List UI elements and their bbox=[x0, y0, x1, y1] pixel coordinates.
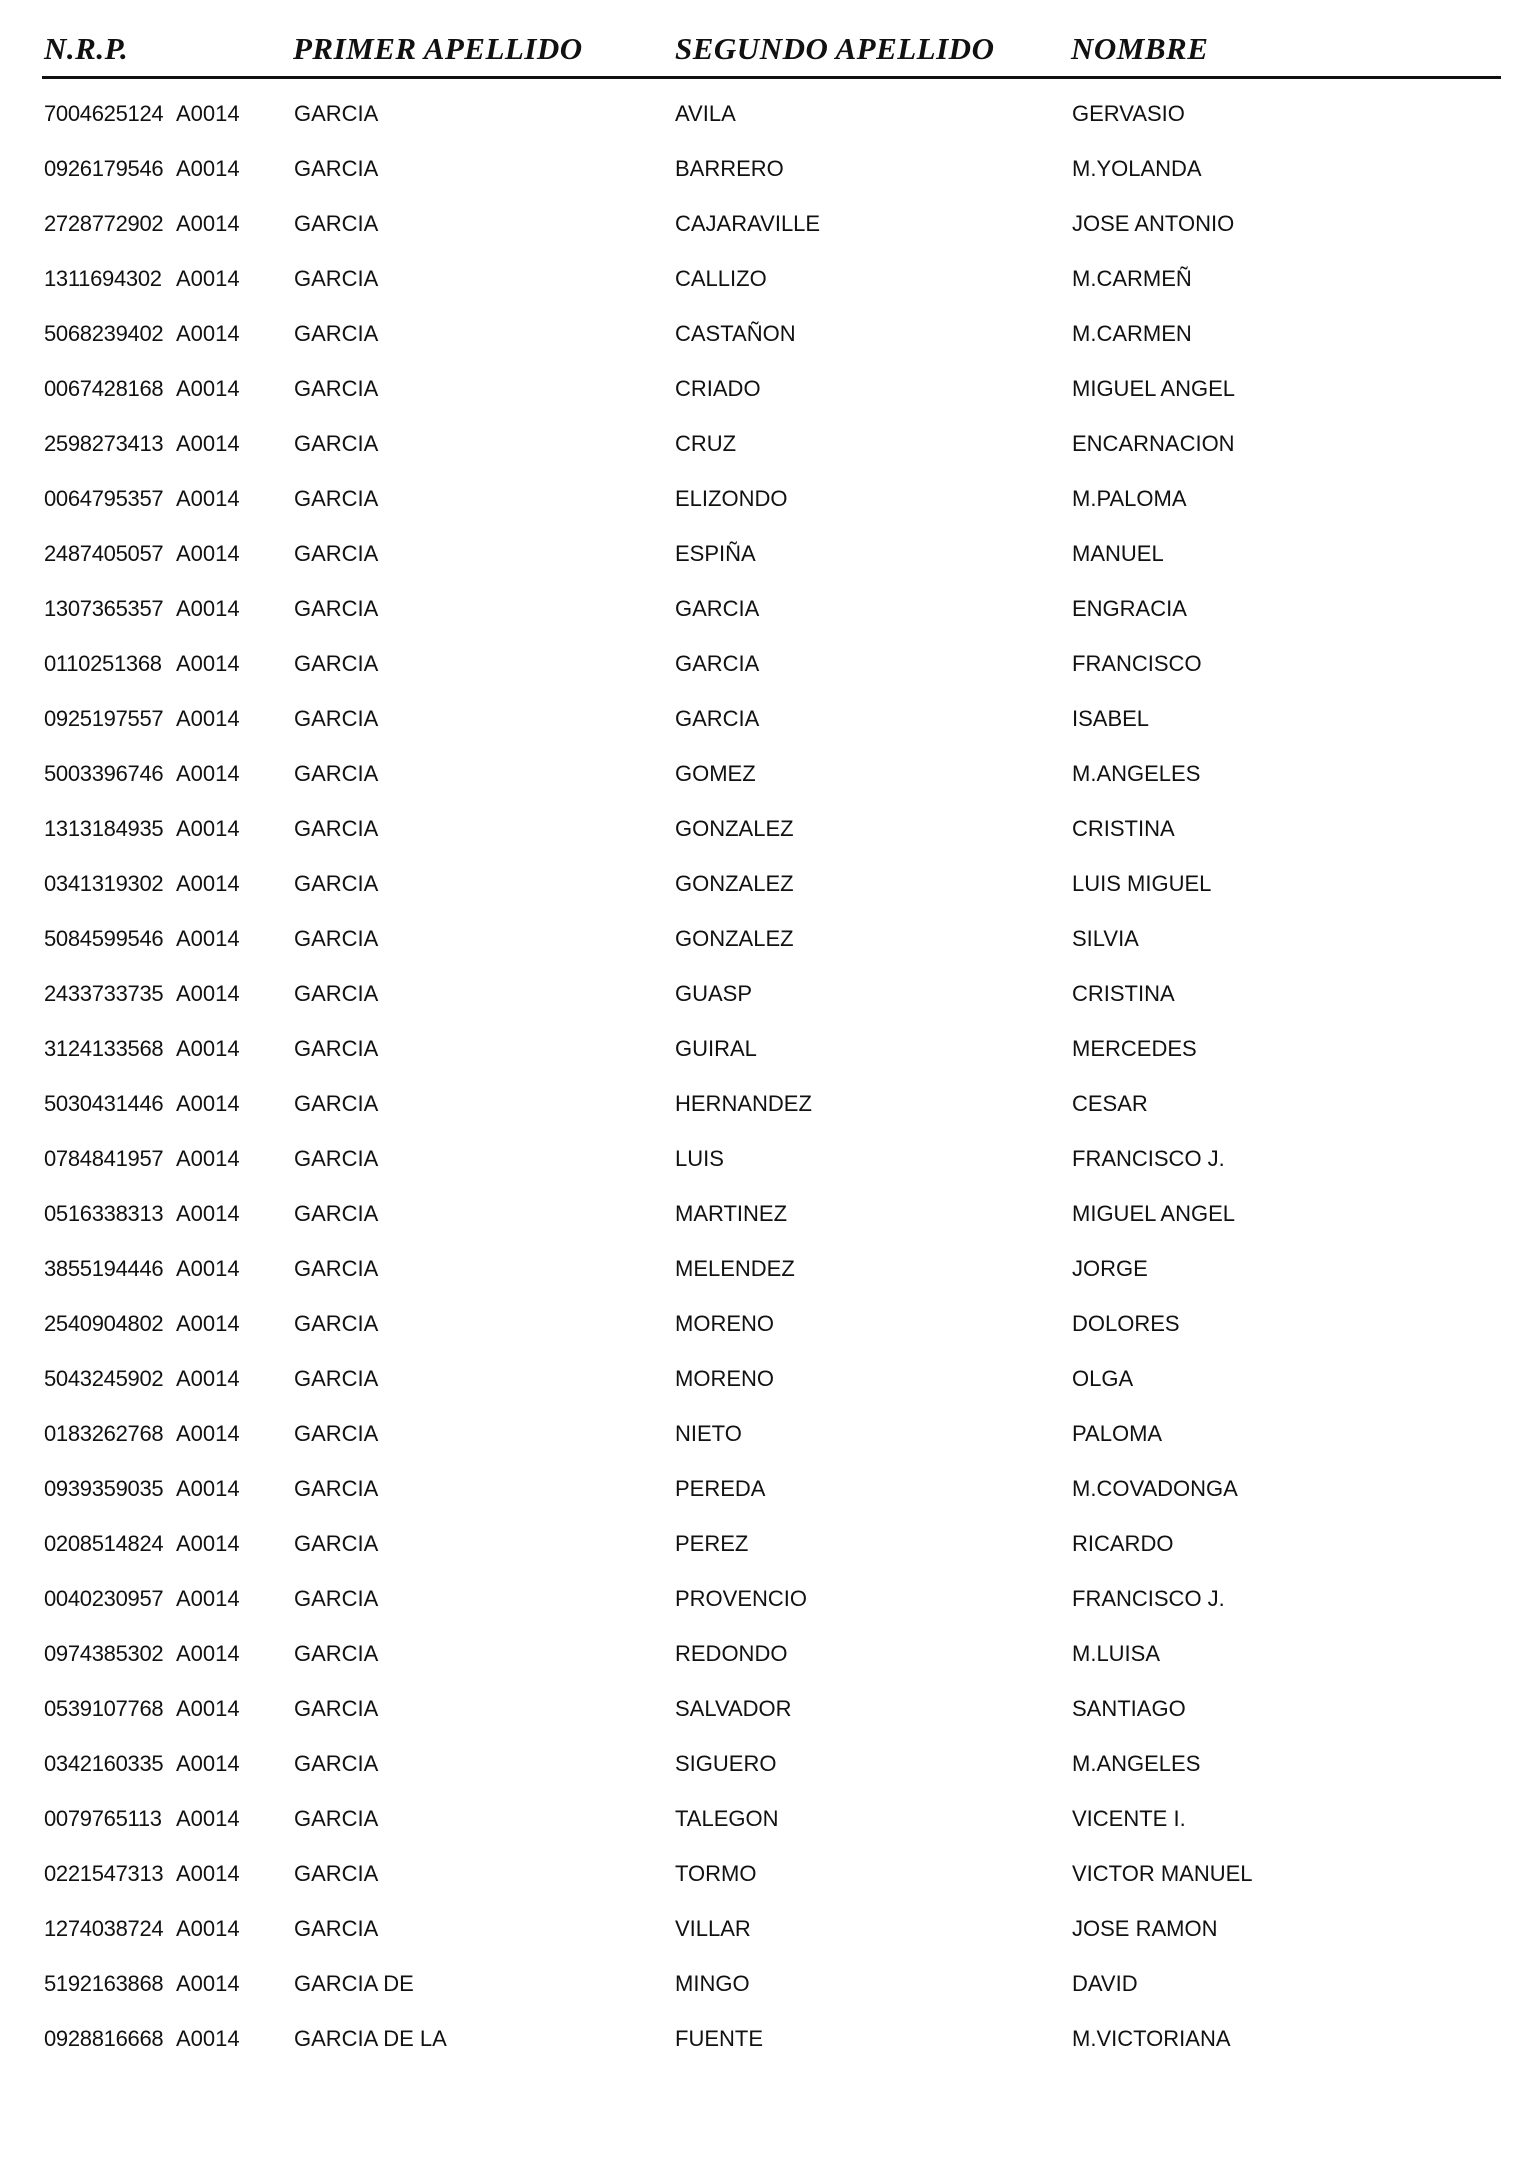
table-row bbox=[0, 801, 1536, 856]
table-row bbox=[0, 1021, 1536, 1076]
code-cell: A0014 bbox=[176, 1586, 240, 1611]
nombre-cell: M.VICTORIANA bbox=[1072, 2026, 1231, 2051]
table-row bbox=[0, 1296, 1536, 1351]
nrp-cell: 5084599546 bbox=[44, 926, 164, 951]
nombre-cell: VICTOR MANUEL bbox=[1072, 1861, 1253, 1886]
nrp-cell: 3855194446 bbox=[44, 1256, 164, 1281]
nombre-cell: M.CARMEN bbox=[1072, 321, 1192, 346]
nombre-cell: M.YOLANDA bbox=[1072, 156, 1202, 181]
header-segundo-apellido: SEGUNDO APELLIDO bbox=[675, 31, 995, 66]
table-row bbox=[0, 581, 1536, 636]
code-cell: A0014 bbox=[176, 541, 240, 566]
nombre-cell: FRANCISCO bbox=[1072, 651, 1202, 676]
nrp-cell: 0221547313 bbox=[44, 1861, 164, 1886]
table-row bbox=[0, 1076, 1536, 1131]
segundo-apellido-cell: GONZALEZ bbox=[675, 816, 794, 841]
table-row bbox=[0, 856, 1536, 911]
primer-apellido-cell: GARCIA bbox=[294, 706, 379, 731]
nombre-cell: MIGUEL ANGEL bbox=[1072, 1201, 1236, 1226]
nombre-cell: OLGA bbox=[1072, 1366, 1134, 1391]
primer-apellido-cell: GARCIA bbox=[294, 1586, 379, 1611]
code-cell: A0014 bbox=[176, 101, 240, 126]
nombre-cell: DOLORES bbox=[1072, 1311, 1180, 1336]
segundo-apellido-cell: TALEGON bbox=[675, 1806, 779, 1831]
segundo-apellido-cell: SALVADOR bbox=[675, 1696, 792, 1721]
primer-apellido-cell: GARCIA bbox=[294, 871, 379, 896]
table-row bbox=[0, 416, 1536, 471]
primer-apellido-cell: GARCIA bbox=[294, 1806, 379, 1831]
table-row bbox=[0, 1736, 1536, 1791]
segundo-apellido-cell: PROVENCIO bbox=[675, 1586, 808, 1611]
segundo-apellido-cell: ESPIÑA bbox=[675, 541, 756, 566]
primer-apellido-cell: GARCIA bbox=[294, 541, 379, 566]
nrp-cell: 1307365357 bbox=[44, 596, 164, 621]
primer-apellido-cell: GARCIA bbox=[294, 596, 379, 621]
primer-apellido-cell: GARCIA bbox=[294, 1751, 379, 1776]
nrp-cell: 0067428168 bbox=[44, 376, 164, 401]
nombre-cell: M.ANGELES bbox=[1072, 761, 1201, 786]
table-body bbox=[0, 86, 1536, 2066]
code-cell: A0014 bbox=[176, 1421, 240, 1446]
code-cell: A0014 bbox=[176, 926, 240, 951]
nombre-cell: M.ANGELES bbox=[1072, 1751, 1201, 1776]
primer-apellido-cell: GARCIA bbox=[294, 266, 379, 291]
primer-apellido-cell: GARCIA bbox=[294, 981, 379, 1006]
primer-apellido-cell: GARCIA bbox=[294, 1036, 379, 1061]
table-row bbox=[0, 746, 1536, 801]
primer-apellido-cell: GARCIA bbox=[294, 431, 379, 456]
segundo-apellido-cell: GARCIA bbox=[675, 706, 760, 731]
segundo-apellido-cell: CALLIZO bbox=[675, 266, 767, 291]
primer-apellido-cell: GARCIA bbox=[294, 1201, 379, 1226]
nrp-cell: 2487405057 bbox=[44, 541, 164, 566]
code-cell: A0014 bbox=[176, 761, 240, 786]
nombre-cell: RICARDO bbox=[1072, 1531, 1174, 1556]
segundo-apellido-cell: VILLAR bbox=[675, 1916, 751, 1941]
code-cell: A0014 bbox=[176, 1091, 240, 1116]
nrp-cell: 0974385302 bbox=[44, 1641, 164, 1666]
segundo-apellido-cell: AVILA bbox=[675, 101, 736, 126]
segundo-apellido-cell: PEREZ bbox=[675, 1531, 749, 1556]
segundo-apellido-cell: CRUZ bbox=[675, 431, 737, 456]
code-cell: A0014 bbox=[176, 486, 240, 511]
nombre-cell: JOSE ANTONIO bbox=[1072, 211, 1235, 236]
segundo-apellido-cell: MORENO bbox=[675, 1311, 774, 1336]
table-row bbox=[0, 1351, 1536, 1406]
code-cell: A0014 bbox=[176, 156, 240, 181]
nombre-cell: ENCARNACION bbox=[1072, 431, 1235, 456]
nombre-cell: VICENTE I. bbox=[1072, 1806, 1186, 1831]
table-row bbox=[0, 86, 1536, 141]
code-cell: A0014 bbox=[176, 431, 240, 456]
table-row bbox=[0, 911, 1536, 966]
nrp-cell: 5043245902 bbox=[44, 1366, 164, 1391]
table-row bbox=[0, 1791, 1536, 1846]
code-cell: A0014 bbox=[176, 1036, 240, 1061]
nombre-cell: GERVASIO bbox=[1072, 101, 1185, 126]
nrp-cell: 0784841957 bbox=[44, 1146, 164, 1171]
code-cell: A0014 bbox=[176, 1476, 240, 1501]
table-row bbox=[0, 1241, 1536, 1296]
segundo-apellido-cell: SIGUERO bbox=[675, 1751, 777, 1776]
primer-apellido-cell: GARCIA bbox=[294, 1366, 379, 1391]
segundo-apellido-cell: MELENDEZ bbox=[675, 1256, 795, 1281]
code-cell: A0014 bbox=[176, 1366, 240, 1391]
primer-apellido-cell: GARCIA bbox=[294, 156, 379, 181]
table-row bbox=[0, 1131, 1536, 1186]
code-cell: A0014 bbox=[176, 871, 240, 896]
header-nombre: NOMBRE bbox=[1071, 31, 1209, 66]
table-row bbox=[0, 1186, 1536, 1241]
primer-apellido-cell: GARCIA bbox=[294, 651, 379, 676]
nombre-cell: PALOMA bbox=[1072, 1421, 1163, 1446]
table-row bbox=[0, 361, 1536, 416]
code-cell: A0014 bbox=[176, 1256, 240, 1281]
table-row bbox=[0, 1626, 1536, 1681]
nrp-cell: 1313184935 bbox=[44, 816, 164, 841]
nrp-cell: 0341319302 bbox=[44, 871, 164, 896]
nrp-cell: 2728772902 bbox=[44, 211, 164, 236]
nrp-cell: 5068239402 bbox=[44, 321, 164, 346]
primer-apellido-cell: GARCIA bbox=[294, 1916, 379, 1941]
nrp-cell: 0926179546 bbox=[44, 156, 164, 181]
segundo-apellido-cell: GARCIA bbox=[675, 596, 760, 621]
code-cell: A0014 bbox=[176, 1971, 240, 1996]
code-cell: A0014 bbox=[176, 1751, 240, 1776]
nombre-cell: MANUEL bbox=[1072, 541, 1164, 566]
nrp-cell: 2598273413 bbox=[44, 431, 164, 456]
table-row bbox=[0, 1571, 1536, 1626]
nrp-cell: 5003396746 bbox=[44, 761, 164, 786]
primer-apellido-cell: GARCIA bbox=[294, 1531, 379, 1556]
code-cell: A0014 bbox=[176, 1146, 240, 1171]
table-row bbox=[0, 1846, 1536, 1901]
primer-apellido-cell: GARCIA bbox=[294, 1641, 379, 1666]
nombre-cell: LUIS MIGUEL bbox=[1072, 871, 1212, 896]
primer-apellido-cell: GARCIA bbox=[294, 816, 379, 841]
nombre-cell: M.PALOMA bbox=[1072, 486, 1187, 511]
primer-apellido-cell: GARCIA DE LA bbox=[294, 2026, 447, 2051]
code-cell: A0014 bbox=[176, 706, 240, 731]
code-cell: A0014 bbox=[176, 211, 240, 236]
nombre-cell: ISABEL bbox=[1072, 706, 1150, 731]
segundo-apellido-cell: HERNANDEZ bbox=[675, 1091, 812, 1116]
segundo-apellido-cell: BARRERO bbox=[675, 156, 784, 181]
code-cell: A0014 bbox=[176, 816, 240, 841]
nombre-cell: DAVID bbox=[1072, 1971, 1138, 1996]
nrp-cell: 5030431446 bbox=[44, 1091, 164, 1116]
code-cell: A0014 bbox=[176, 1916, 240, 1941]
table-row bbox=[0, 306, 1536, 361]
nombre-cell: MERCEDES bbox=[1072, 1036, 1197, 1061]
nombre-cell: CRISTINA bbox=[1072, 816, 1175, 841]
primer-apellido-cell: GARCIA bbox=[294, 1256, 379, 1281]
segundo-apellido-cell: CAJARAVILLE bbox=[675, 211, 821, 236]
primer-apellido-cell: GARCIA bbox=[294, 211, 379, 236]
primer-apellido-cell: GARCIA bbox=[294, 486, 379, 511]
nombre-cell: ENGRACIA bbox=[1072, 596, 1187, 621]
nrp-cell: 5192163868 bbox=[44, 1971, 164, 1996]
nombre-cell: SANTIAGO bbox=[1072, 1696, 1186, 1721]
nrp-cell: 7004625124 bbox=[44, 101, 164, 126]
code-cell: A0014 bbox=[176, 1696, 240, 1721]
code-cell: A0014 bbox=[176, 651, 240, 676]
nombre-cell: M.COVADONGA bbox=[1072, 1476, 1238, 1501]
segundo-apellido-cell: MARTINEZ bbox=[675, 1201, 788, 1226]
code-cell: A0014 bbox=[176, 2026, 240, 2051]
primer-apellido-cell: GARCIA bbox=[294, 1421, 379, 1446]
table-row bbox=[0, 1516, 1536, 1571]
nrp-cell: 0925197557 bbox=[44, 706, 164, 731]
segundo-apellido-cell: GONZALEZ bbox=[675, 926, 794, 951]
segundo-apellido-cell: GUIRAL bbox=[675, 1036, 757, 1061]
table-row bbox=[0, 471, 1536, 526]
nombre-cell: M.CARMEÑ bbox=[1072, 266, 1192, 291]
segundo-apellido-cell: MINGO bbox=[675, 1971, 750, 1996]
segundo-apellido-cell: CASTAÑON bbox=[675, 321, 796, 346]
nrp-cell: 0040230957 bbox=[44, 1586, 164, 1611]
code-cell: A0014 bbox=[176, 1531, 240, 1556]
nrp-cell: 0208514824 bbox=[44, 1531, 164, 1556]
nombre-cell: M.LUISA bbox=[1072, 1641, 1161, 1666]
table-row bbox=[0, 1406, 1536, 1461]
primer-apellido-cell: GARCIA bbox=[294, 1146, 379, 1171]
primer-apellido-cell: GARCIA DE bbox=[294, 1971, 414, 1996]
code-cell: A0014 bbox=[176, 1201, 240, 1226]
nrp-cell: 0183262768 bbox=[44, 1421, 164, 1446]
segundo-apellido-cell: CRIADO bbox=[675, 376, 761, 401]
table-row bbox=[0, 1461, 1536, 1516]
nrp-cell: 0342160335 bbox=[44, 1751, 164, 1776]
primer-apellido-cell: GARCIA bbox=[294, 321, 379, 346]
nrp-cell: 0516338313 bbox=[44, 1201, 164, 1226]
nrp-cell: 0939359035 bbox=[44, 1476, 164, 1501]
code-cell: A0014 bbox=[176, 1311, 240, 1336]
primer-apellido-cell: GARCIA bbox=[294, 376, 379, 401]
primer-apellido-cell: GARCIA bbox=[294, 1696, 379, 1721]
nrp-cell: 0539107768 bbox=[44, 1696, 164, 1721]
nombre-cell: CRISTINA bbox=[1072, 981, 1175, 1006]
segundo-apellido-cell: REDONDO bbox=[675, 1641, 788, 1666]
nombre-cell: FRANCISCO J. bbox=[1072, 1586, 1225, 1611]
nombre-cell: JOSE RAMON bbox=[1072, 1916, 1218, 1941]
table-header bbox=[0, 28, 1536, 70]
header-primer-apellido: PRIMER APELLIDO bbox=[293, 31, 583, 66]
nrp-cell: 0079765113 bbox=[44, 1806, 162, 1831]
segundo-apellido-cell: MORENO bbox=[675, 1366, 774, 1391]
nombre-cell: MIGUEL ANGEL bbox=[1072, 376, 1236, 401]
code-cell: A0014 bbox=[176, 1861, 240, 1886]
table-row bbox=[0, 196, 1536, 251]
code-cell: A0014 bbox=[176, 321, 240, 346]
nrp-cell: 1274038724 bbox=[44, 1916, 164, 1941]
table-row bbox=[0, 2011, 1536, 2066]
segundo-apellido-cell: NIETO bbox=[675, 1421, 742, 1446]
nrp-cell: 1311694302 bbox=[44, 266, 162, 291]
segundo-apellido-cell: ELIZONDO bbox=[675, 486, 788, 511]
code-cell: A0014 bbox=[176, 376, 240, 401]
nombre-cell: FRANCISCO J. bbox=[1072, 1146, 1225, 1171]
table-row bbox=[0, 1681, 1536, 1736]
table-row bbox=[0, 691, 1536, 746]
primer-apellido-cell: GARCIA bbox=[294, 1311, 379, 1336]
table-row bbox=[0, 966, 1536, 1021]
segundo-apellido-cell: GONZALEZ bbox=[675, 871, 794, 896]
code-cell: A0014 bbox=[176, 266, 240, 291]
nrp-cell: 0110251368 bbox=[44, 651, 162, 676]
nrp-cell: 0064795357 bbox=[44, 486, 164, 511]
primer-apellido-cell: GARCIA bbox=[294, 1861, 379, 1886]
primer-apellido-cell: GARCIA bbox=[294, 926, 379, 951]
segundo-apellido-cell: GUASP bbox=[675, 981, 753, 1006]
nombre-cell: JORGE bbox=[1072, 1256, 1148, 1281]
primer-apellido-cell: GARCIA bbox=[294, 761, 379, 786]
code-cell: A0014 bbox=[176, 981, 240, 1006]
header-nrp: N.R.P. bbox=[44, 31, 129, 66]
segundo-apellido-cell: TORMO bbox=[675, 1861, 757, 1886]
segundo-apellido-cell: FUENTE bbox=[675, 2026, 763, 2051]
nrp-cell: 2433733735 bbox=[44, 981, 164, 1006]
nrp-cell: 2540904802 bbox=[44, 1311, 164, 1336]
nombre-cell: CESAR bbox=[1072, 1091, 1148, 1116]
table-row bbox=[0, 636, 1536, 691]
segundo-apellido-cell: PEREDA bbox=[675, 1476, 766, 1501]
nrp-cell: 3124133568 bbox=[44, 1036, 164, 1061]
table-row bbox=[0, 1901, 1536, 1956]
segundo-apellido-cell: LUIS bbox=[675, 1146, 724, 1171]
primer-apellido-cell: GARCIA bbox=[294, 101, 379, 126]
segundo-apellido-cell: GARCIA bbox=[675, 651, 760, 676]
nombre-cell: SILVIA bbox=[1072, 926, 1139, 951]
table-row bbox=[0, 1956, 1536, 2011]
header-divider bbox=[42, 76, 1501, 79]
table-row bbox=[0, 526, 1536, 581]
table-row bbox=[0, 251, 1536, 306]
nrp-cell: 0928816668 bbox=[44, 2026, 164, 2051]
primer-apellido-cell: GARCIA bbox=[294, 1476, 379, 1501]
segundo-apellido-cell: GOMEZ bbox=[675, 761, 756, 786]
table-row bbox=[0, 141, 1536, 196]
primer-apellido-cell: GARCIA bbox=[294, 1091, 379, 1116]
code-cell: A0014 bbox=[176, 596, 240, 621]
code-cell: A0014 bbox=[176, 1641, 240, 1666]
code-cell: A0014 bbox=[176, 1806, 240, 1831]
